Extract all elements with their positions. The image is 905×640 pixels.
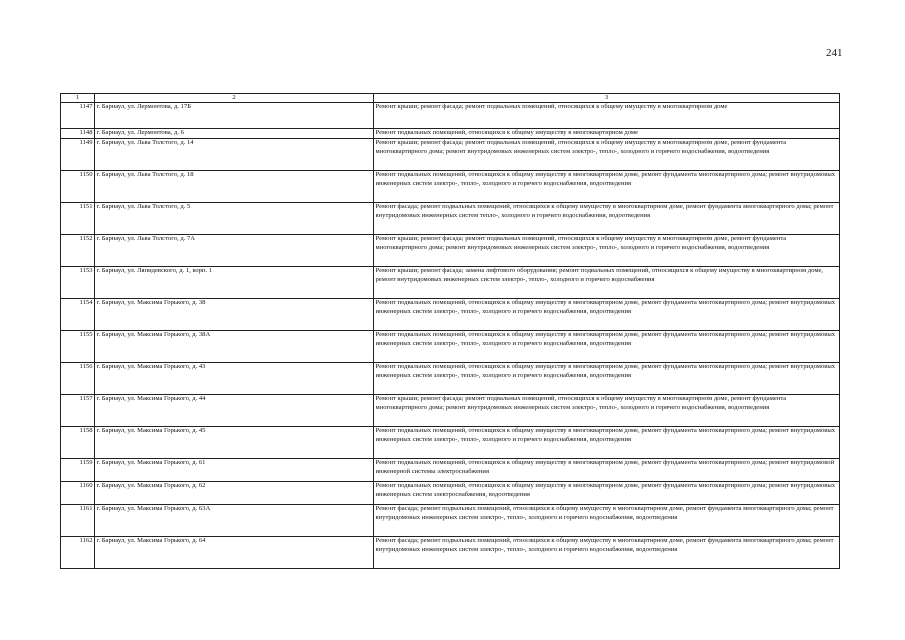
- row-works: Ремонт подвальных помещений, относящихся к общему имуществу в многоквартирном доме, ремонт фундамента многоквартирного дома; ремонт внутридомовых инженерных систем электро-, тепло-, холодного и горячего водоснабжения, водоотведения: [374, 299, 840, 331]
- table-row: [61, 482, 840, 505]
- table-body: [61, 103, 840, 569]
- row-address: г. Барнаул, ул. Максима Горького, д. 61: [95, 459, 374, 482]
- row-address: г. Барнаул, ул. Льва Толстого, д. 7А: [95, 235, 374, 267]
- table-row: [61, 171, 840, 203]
- page-number: 241: [826, 47, 843, 59]
- table-row: [61, 505, 840, 537]
- row-address: г. Барнаул, ул. Льва Толстого, д. 5: [95, 203, 374, 235]
- housing-repair-table: [60, 93, 840, 569]
- row-number: 1147: [61, 103, 95, 129]
- row-number: 1159: [61, 459, 95, 482]
- row-works: Ремонт фасада; ремонт подвальных помещений, относящихся к общему имуществу в многоквартирном доме, ремонт фундамента многоквартирного дома; ремонт внутридомовых инженерных систем электро-, тепло-, холодного и горячего водоснабжения, водоотведения: [374, 505, 840, 537]
- table-row: [61, 299, 840, 331]
- row-number: 1160: [61, 482, 95, 505]
- row-works: Ремонт подвальных помещений, относящихся к общему имуществу в многоквартирном доме, ремонт фундамента многоквартирного дома; ремонт внутридомовых инженерных систем электро-, тепло-, холодного и горячего водоснабжения, водоотведения: [374, 171, 840, 203]
- row-number: 1156: [61, 363, 95, 395]
- row-address: г. Барнаул, ул. Максима Горького, д. 43: [95, 363, 374, 395]
- table-row: [61, 103, 840, 129]
- table-row: [61, 363, 840, 395]
- row-address: г. Барнаул, ул. Максима Горького, д. 38: [95, 299, 374, 331]
- row-works: Ремонт подвальных помещений, относящихся к общему имуществу в многоквартирном доме, ремонт фундамента многоквартирного дома; ремонт внутридомовой инженерной системы электроснабжения: [374, 459, 840, 482]
- row-number: 1154: [61, 299, 95, 331]
- row-address: г. Барнаул, ул. Максима Горького, д. 45: [95, 427, 374, 459]
- table-row: [61, 331, 840, 363]
- row-works: Ремонт крыши; ремонт фасада; ремонт подвальных помещений, относящихся к общему имуществу в многоквартирном доме, ремонт фундамента многоквартирного дома; ремонт внутридомовых инженерных систем электро-, тепло-, холодного и горячего водоснабжения, водоотведения: [374, 139, 840, 171]
- table-header: [61, 94, 840, 103]
- row-address: г. Барнаул, ул. Льва Толстого, д. 14: [95, 139, 374, 171]
- row-works: Ремонт подвальных помещений, относящихся к общему имуществу в многоквартирном доме, ремонт фундамента многоквартирного дома; ремонт внутридомовых инженерных систем электро-, тепло-, холодного и горячего водоснабжения, водоотведения: [374, 331, 840, 363]
- row-address: г. Барнаул, ул. Лермонтова, д. 6: [95, 129, 374, 139]
- header-row: [61, 94, 840, 103]
- row-works: Ремонт подвальных помещений, относящихся к общему имуществу в многоквартирном доме, ремонт фундамента многоквартирного дома; ремонт внутридомовых инженерных систем электроснабжения, водоотведения: [374, 482, 840, 505]
- row-works: Ремонт крыши; ремонт фасада; ремонт подвальных помещений, относящихся к общему имуществу в многоквартирном доме, ремонт фундамента многоквартирного дома; ремонт внутридомовых инженерных систем электро-, тепло-, холодного и горячего водоснабжения, водоотведения: [374, 395, 840, 427]
- row-works: Ремонт фасада; ремонт подвальных помещений, относящихся к общему имуществу в многоквартирном доме, ремонт фундамента многоквартирного дома; ремонт внутридомовых инженерных систем тепло-, холодного и горячего водоснабжения, водоотведения: [374, 203, 840, 235]
- row-number: 1148: [61, 129, 95, 139]
- row-works: Ремонт подвальных помещений, относящихся к общему имуществу в многоквартирном доме: [374, 129, 840, 139]
- row-works: Ремонт подвальных помещений, относящихся к общему имуществу в многоквартирном доме, ремонт фундамента многоквартирного дома; ремонт внутридомовых инженерных систем электро-, тепло-, холодного и горячего водоснабжения, водоотведения: [374, 427, 840, 459]
- row-number: 1150: [61, 171, 95, 203]
- row-works: Ремонт крыши; ремонт фасада; ремонт подвальных помещений, относящихся к общему имуществу в многоквартирном доме, ремонт фундамента многоквартирного дома; ремонт внутридомовых инженерных систем электро-, тепло-, холодного и горячего водоснабжения, водоотведения: [374, 235, 840, 267]
- table-row: [61, 203, 840, 235]
- table-row: [61, 459, 840, 482]
- row-address: г. Барнаул, ул. Льва Толстого, д. 18: [95, 171, 374, 203]
- row-address: г. Барнаул, ул. Максима Горького, д. 38А: [95, 331, 374, 363]
- row-number: 1161: [61, 505, 95, 537]
- row-address: г. Барнаул, ул. Ляпидевского, д. 1, корп. 1: [95, 267, 374, 299]
- row-works: Ремонт фасада; ремонт подвальных помещений, относящихся к общему имуществу в многоквартирном доме, ремонт фундамента многоквартирного дома; ремонт внутридомовых инженерных систем электро-, тепло-, холодного и горячего водоснабжения, водоотведения: [374, 537, 840, 569]
- table-row: [61, 235, 840, 267]
- row-address: г. Барнаул, ул. Максима Горького, д. 44: [95, 395, 374, 427]
- row-address: г. Барнаул, ул. Максима Горького, д. 64: [95, 537, 374, 569]
- row-number: 1157: [61, 395, 95, 427]
- row-works: Ремонт крыши; ремонт фасада; ремонт подвальных помещений, относящихся к общему имуществу в многоквартирном доме: [374, 103, 840, 129]
- row-number: 1149: [61, 139, 95, 171]
- row-number: 1152: [61, 235, 95, 267]
- row-number: 1158: [61, 427, 95, 459]
- header-col-2: 2: [95, 94, 374, 103]
- row-number: 1153: [61, 267, 95, 299]
- row-number: 1151: [61, 203, 95, 235]
- table-row: [61, 537, 840, 569]
- row-works: Ремонт подвальных помещений, относящихся к общему имуществу в многоквартирном доме, ремонт фундамента многоквартирного дома; ремонт внутридомовых инженерных систем электро-, тепло-, холодного и горячего водоснабжения, водоотведения: [374, 363, 840, 395]
- table-row: [61, 395, 840, 427]
- header-col-1: 1: [61, 94, 95, 103]
- row-address: г. Барнаул, ул. Максима Горького, д. 63А: [95, 505, 374, 537]
- table-row: [61, 427, 840, 459]
- row-address: г. Барнаул, ул. Максима Горького, д. 62: [95, 482, 374, 505]
- table-row: [61, 139, 840, 171]
- row-number: 1155: [61, 331, 95, 363]
- row-address: г. Барнаул, ул. Лермонтова, д. 17Б: [95, 103, 374, 129]
- table-row: [61, 267, 840, 299]
- table-row: [61, 129, 840, 139]
- row-works: Ремонт крыши; ремонт фасада; замена лифтового оборудования; ремонт подвальных помещений, относящихся к общему имуществу в многоквартирном доме, ремонт внутридомовых инженерных систем электро-, тепло-, холодного и горячего водоснабжения: [374, 267, 840, 299]
- header-col-3: 3: [374, 94, 840, 103]
- row-number: 1162: [61, 537, 95, 569]
